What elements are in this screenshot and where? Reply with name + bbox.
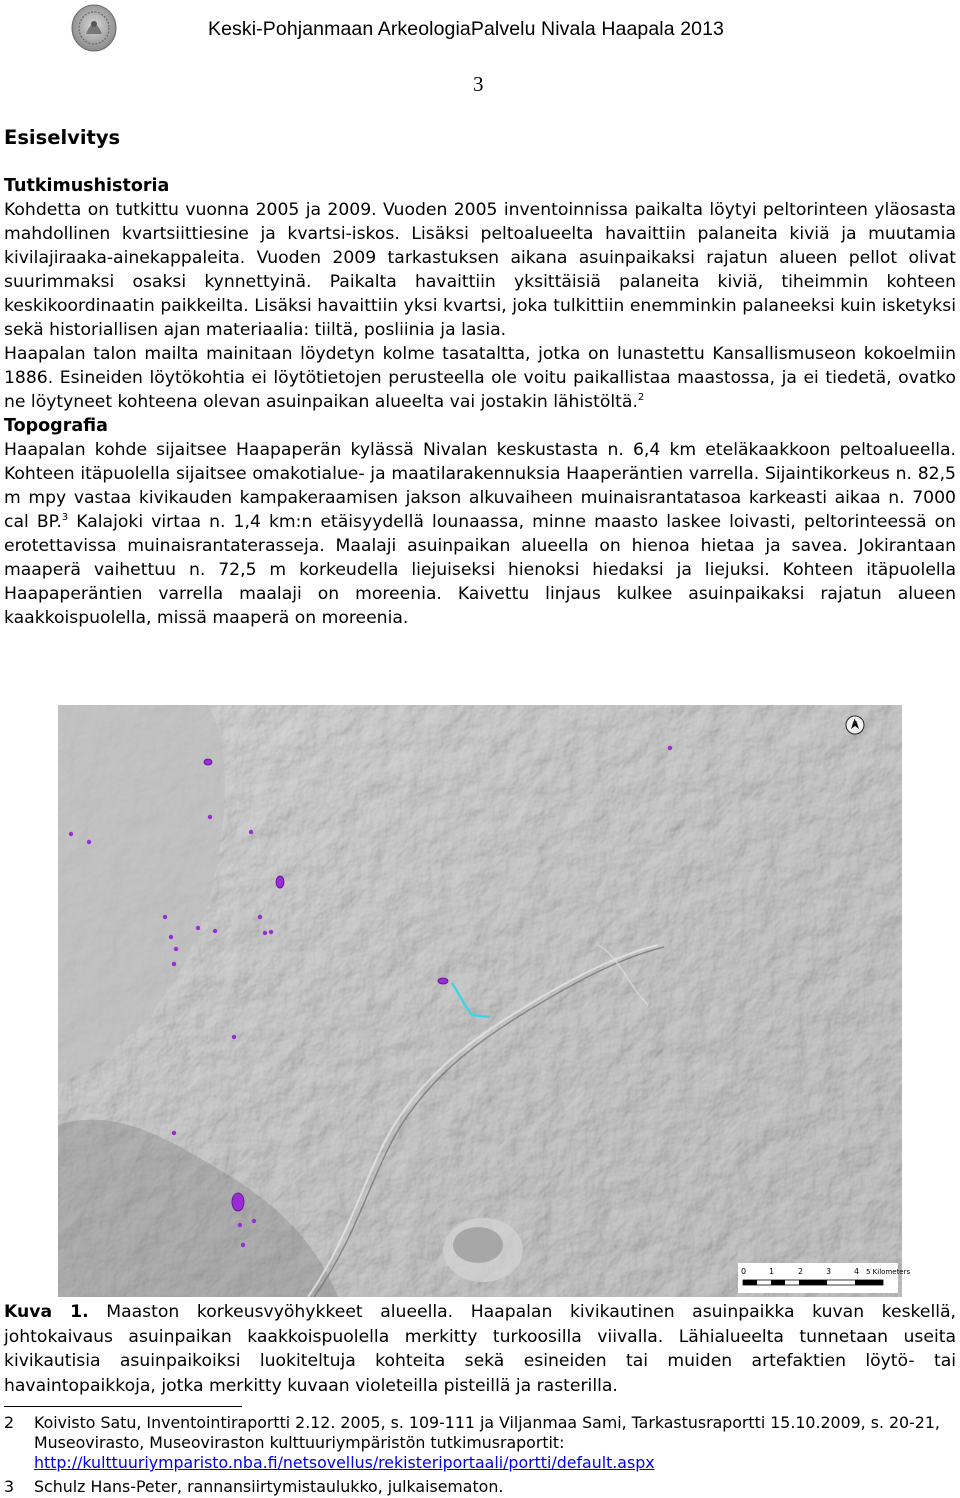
footnote-number: 2	[4, 1413, 15, 1432]
footnote-2-body	[34, 1413, 956, 1473]
scale-bar	[738, 1263, 910, 1293]
body-text	[4, 174, 956, 630]
site-dot	[196, 926, 200, 930]
scale-bar-segment	[771, 1280, 785, 1285]
site-dot	[249, 830, 253, 834]
site-polygon	[438, 978, 448, 984]
section-title-esiselvitys: Esiselvitys	[4, 126, 121, 149]
figure-caption	[4, 1300, 956, 1398]
footnote-2	[4, 1413, 956, 1473]
site-polygon	[232, 1193, 244, 1211]
caption-label: Kuva 1.	[4, 1302, 89, 1322]
site-dot	[232, 1035, 236, 1039]
site-dot	[172, 1131, 176, 1135]
map-gravel-pit-inner	[453, 1227, 503, 1263]
site-dot	[258, 915, 262, 919]
caption-text: Maaston korkeusvyöhykkeet alueella. Haapalan kivikautinen asuinpaikka kuvan keskellä, johtokaivaus asuinpaikan kaakkoispuolella merkitty turkoosilla viivalla. Lähialueelta tunnetaan useita kivikautisia asuinpaikoiksi luokiteltuja kohteita sekä esineiden tai muiden artefaktien löytö- tai havaintopaikkoja, jotka merkitty kuvaan violeteilla pisteillä ja rasterilla.	[4, 1302, 957, 1396]
scale-label-0: 0	[741, 1267, 747, 1276]
site-dot	[238, 1223, 242, 1227]
scale-label-4: 4	[854, 1267, 860, 1276]
site-dot	[269, 930, 273, 934]
scale-bar-segment	[799, 1280, 827, 1285]
caption-paragraph	[4, 1300, 956, 1398]
scale-label-3: 3	[826, 1267, 832, 1276]
site-dot	[213, 929, 217, 933]
footnote-3	[4, 1477, 956, 1497]
scale-bar-segment	[855, 1280, 883, 1285]
scale-label-5: 5 Kilometers	[866, 1268, 911, 1276]
site-dot	[87, 840, 91, 844]
site-dot	[252, 1219, 256, 1223]
site-polygon	[276, 876, 284, 888]
footnote-ref-3[interactable]: 3	[61, 512, 69, 523]
footnote-2-row	[4, 1413, 956, 1473]
elevation-map	[58, 705, 911, 1297]
paragraph-history-1: Kohdetta on tutkittu vuonna 2005 ja 2009. Vuoden 2005 inventoinnissa paikalta löytyi peltorinteen yläosasta mahdollinen kvartsiittiesine ja kvartsi-iskos. Lisäksi peltoalueelta havaittiin palaneita kiviä ja muutamia kivilajiraaka-ainekappaleita. Vuoden 2009 tarkastuksen aikana asuinpaikaksi rajatun alueen pellot olivat suurimmaksi osaksi kynnettyinä. Paikalta havaittiin yksittäisiä palaneita kiviä, tiheimmin kohteen keskikoordinaatin paikkeilta. Lisäksi havaittiin yksi kvartsi, joka tulkittiin enemminkin palaneeksi kuin isketyksi sekä historiallisen ajan materiaalia: tiiltä, posliinia ja lasia.	[4, 200, 956, 340]
site-dot	[241, 1243, 245, 1247]
scale-label-2: 2	[798, 1267, 804, 1276]
north-arrow-icon	[846, 716, 864, 734]
heading-tutkimushistoria: Tutkimushistoria	[4, 176, 170, 196]
footnote-3-row	[4, 1477, 956, 1497]
paragraph-history-2: Haapalan talon mailta mainitaan löydetyn kolme tasataltta, jotka on lunastettu Kansallismuseon kokoelmiin 1886. Esineiden löytökohtia ei löytötietojen perusteella ole voitu paikallistaa maastossa, ja ei tiedetä, ovatko ne löytyneet kohteena olevan asuinpaikan alueelta vai jostakin lähistöltä.$^2$	[4, 344, 956, 412]
scale-bar-segment	[743, 1280, 757, 1285]
footnote-text: Schulz Hans-Peter, rannansiirtymistaulukko, julkaisematon.	[34, 1477, 504, 1496]
site-dot	[263, 931, 267, 935]
site-dot	[172, 962, 176, 966]
site-dot	[208, 815, 212, 819]
site-dot	[163, 915, 167, 919]
footnote-divider	[4, 1406, 242, 1407]
page-number: 3	[473, 72, 484, 96]
footnote-number: 3	[4, 1477, 15, 1496]
footnote-link[interactable]: http://kulttuuriymparisto.nba.fi/netsovellus/rekisteriportaali/portti/default.aspx	[34, 1453, 655, 1472]
footnote-ref-2[interactable]: 2	[637, 392, 645, 403]
organization-logo-icon	[66, 2, 122, 54]
site-dot	[69, 832, 73, 836]
scale-label-1: 1	[769, 1267, 775, 1276]
paragraph-topography: Haapalan kohde sijaitsee Haapaperän kylässä Nivalan keskustasta n. 6,4 km eteläkaakkoon peltoalueella. Kohteen itäpuolella sijaitsee omakotialue- ja maatilarakennuksia Haaperäntien varrella. Sijaintikorkeus n. 82,5 m mpy vastaa kivikauden kampakeraamisen jakson alkuvaiheen muinaisrantatasoa karkeasti aikaa n. 7000 cal BP.$^3$ Kalajoki virtaa n. 1,4 km:n etäisyydellä lounaassa, minne maasto laskee loivasti, peltorinteessä on erotettavissa muinaisrantaterasseja. Maalaji asuinpaikan alueella on hienoa hietaa ja savea. Jokirantaan maaperä vaihettuu n. 72,5 m korkeudella liejuiseksi hienoksi hiedaksi ja liejuksi. Kohteen itäpuolella Haapaperäntien varrella maalaji on moreenia. Kaivettu linjaus kulkee asuinpaikaksi rajatun alueen kaakkoispuolella, missä maaperä on moreenia.	[4, 440, 956, 628]
heading-topografia: Topografia	[4, 416, 108, 436]
site-dot	[169, 935, 173, 939]
footnote-text: Koivisto Satu, Inventointiraportti 2.12. 2005, s. 109-111 ja Viljanmaa Sami, Tarkastusraportti 15.10.2009, s. 20-21, Museovirasto, Museoviraston kulttuuriympäristön tutkimusraportit:	[34, 1413, 940, 1452]
site-dot	[174, 947, 178, 951]
north-label: N	[852, 716, 858, 723]
site-dot	[668, 746, 672, 750]
running-header: Keski-Pohjanmaan ArkeologiaPalvelu Nivala Haapala 2013	[208, 18, 724, 40]
site-polygon	[204, 759, 212, 765]
